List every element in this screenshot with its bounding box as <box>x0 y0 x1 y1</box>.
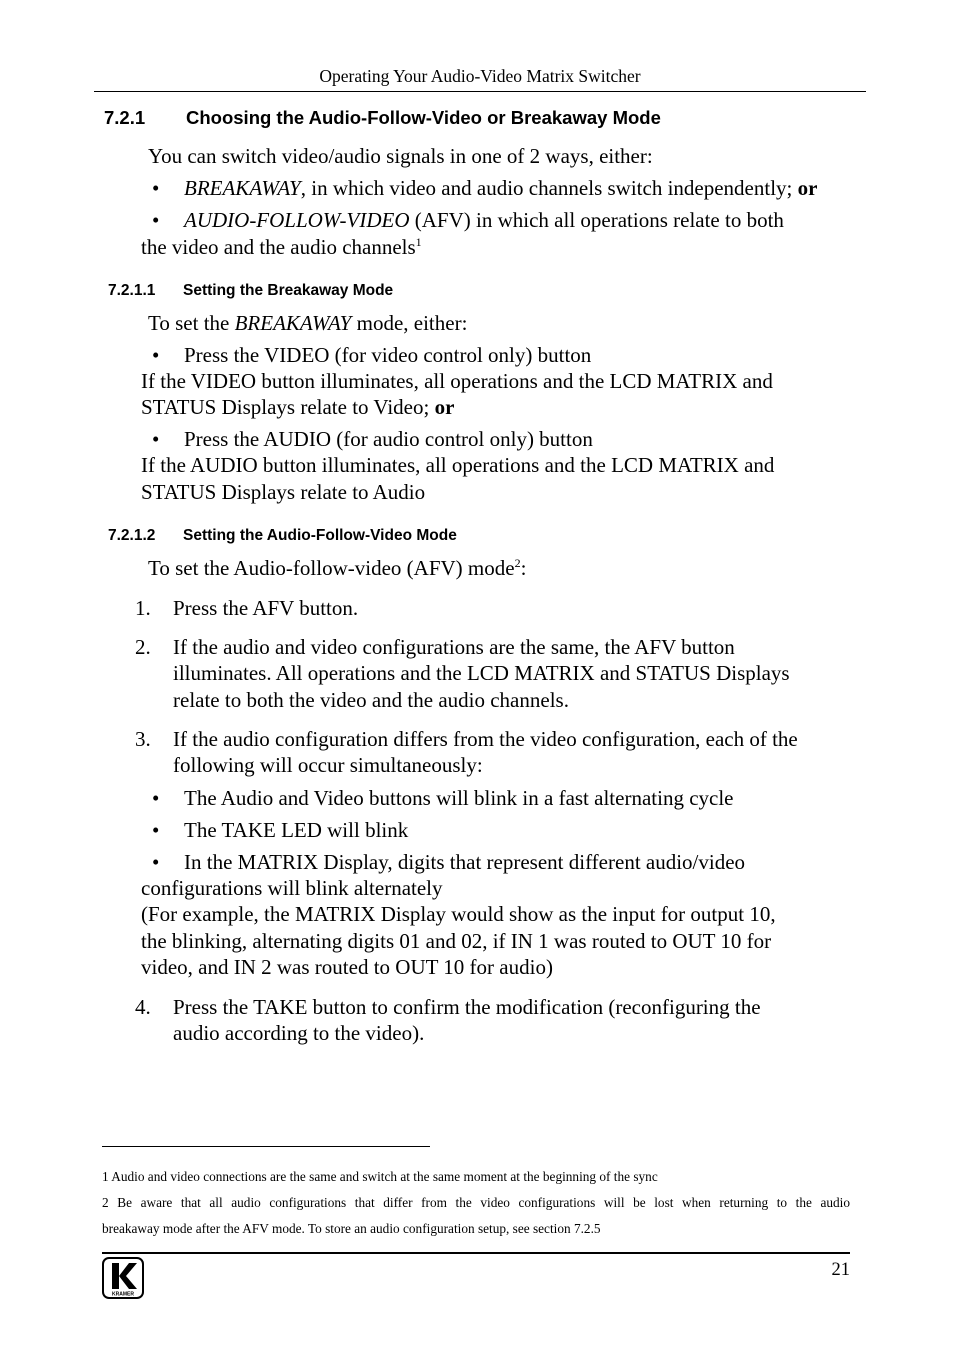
audio-button-note: If the AUDIO button illuminates, all operations and the LCD MATRIX and <box>141 453 775 477</box>
breakaway-intro: To set the BREAKAWAY mode, either: <box>148 311 468 335</box>
step-text: illuminates. All operations and the LCD MATRIX and STATUS Displays <box>173 661 790 685</box>
running-header: Operating Your Audio-Video Matrix Switcher <box>319 66 641 86</box>
step-text: Press the AFV button. <box>173 596 359 620</box>
bullet-marker: • <box>152 818 160 842</box>
footer-rule <box>102 1252 850 1254</box>
step-text: If the audio configuration differs from the video configuration, each of the <box>173 727 798 751</box>
step-number: 3. <box>135 727 151 751</box>
step-number: 2. <box>135 635 151 659</box>
afv-bullet-continuation: the video and the audio channels$^1$ <box>141 235 422 259</box>
afv-intro: To set the Audio-follow-video (AFV) mode$^2$: <box>148 556 527 580</box>
bullet-marker: • <box>152 786 160 810</box>
bullet-marker: • <box>152 176 160 200</box>
take-led-bullet: The TAKE LED will blink <box>184 818 409 842</box>
subsection-heading-breakaway <box>108 281 808 301</box>
audio-button-bullet: Press the AUDIO (for audio control only) button <box>184 427 593 451</box>
blink-buttons-bullet: The Audio and Video buttons will blink in a fast alternating cycle <box>184 786 734 810</box>
section-intro: You can switch video/audio signals in one of 2 ways, either: <box>148 144 653 168</box>
subsection-title: Setting the Breakaway Mode <box>183 282 394 299</box>
logo-wordmark: KRAMER <box>112 1291 134 1298</box>
header-rule <box>94 91 866 92</box>
footnote-2-cont: breakaway mode after the AFV mode. To store an audio configuration setup, see section 7.2.5 <box>102 1221 601 1236</box>
step-text: Press the TAKE button to confirm the modification (reconfiguring the <box>173 995 761 1019</box>
footnote-1: 1 Audio and video connections are the same and switch at the same moment at the beginning of the sync <box>102 1169 658 1184</box>
subsection-number: 7.2.1.2 <box>108 527 156 544</box>
subsection-heading-afv <box>108 526 808 546</box>
step-text: audio according to the video). <box>173 1021 425 1045</box>
video-button-note-cont: STATUS Displays relate to Video; or <box>141 395 455 419</box>
kramer-logo-icon <box>102 1257 144 1299</box>
matrix-digits-bullet: In the MATRIX Display, digits that represent different audio/video <box>184 850 746 874</box>
step-text: following will occur simultaneously: <box>173 753 483 777</box>
matrix-digits-cont: configurations will blink alternately <box>141 876 443 900</box>
bullet-marker: • <box>152 850 160 874</box>
footnote-2: 2 Be aware that all audio configurations that differ from the video configurations will be lost when returning to the audio <box>102 1195 850 1210</box>
step-text: If the audio and video configurations are the same, the AFV button <box>173 635 735 659</box>
example-text: video, and IN 2 was routed to OUT 10 for audio) <box>141 955 553 979</box>
kramer-logo <box>102 1257 144 1299</box>
afv-bullet: AUDIO-FOLLOW-VIDEO (AFV) in which all operations relate to both <box>184 208 784 232</box>
step-text: relate to both the video and the audio channels. <box>173 688 569 712</box>
example-text: (For example, the MATRIX Display would show as the input for output 10, <box>141 902 776 926</box>
afv-term: AUDIO-FOLLOW-VIDEO <box>184 208 410 232</box>
footnote-rule <box>102 1146 430 1147</box>
section-title: Choosing the Audio-Follow-Video or Breakaway Mode <box>186 107 661 128</box>
section-heading <box>104 106 864 130</box>
subsection-title: Setting the Audio-Follow-Video Mode <box>183 527 457 544</box>
breakaway-term: BREAKAWAY <box>184 176 301 200</box>
step-number: 4. <box>135 995 151 1019</box>
example-text: the blinking, alternating digits 01 and 02, if IN 1 was routed to OUT 10 for <box>141 929 772 953</box>
breakaway-bullet: BREAKAWAY, in which video and audio channels switch independently; or <box>184 176 818 200</box>
page-number: 21 <box>831 1260 850 1280</box>
video-button-note: If the VIDEO button illuminates, all operations and the LCD MATRIX and <box>141 369 773 393</box>
section-number: 7.2.1 <box>104 107 146 128</box>
bullet-marker: • <box>152 427 160 451</box>
footnote-ref-2[interactable]: 2 <box>514 556 521 570</box>
bullet-marker: • <box>152 343 160 367</box>
video-button-bullet: Press the VIDEO (for video control only) button <box>184 343 592 367</box>
step-number: 1. <box>135 596 151 620</box>
audio-button-note-cont: STATUS Displays relate to Audio <box>141 480 426 504</box>
footnote-ref-1[interactable]: 1 <box>415 235 422 249</box>
subsection-number: 7.2.1.1 <box>108 282 156 299</box>
bullet-marker: • <box>152 208 160 232</box>
